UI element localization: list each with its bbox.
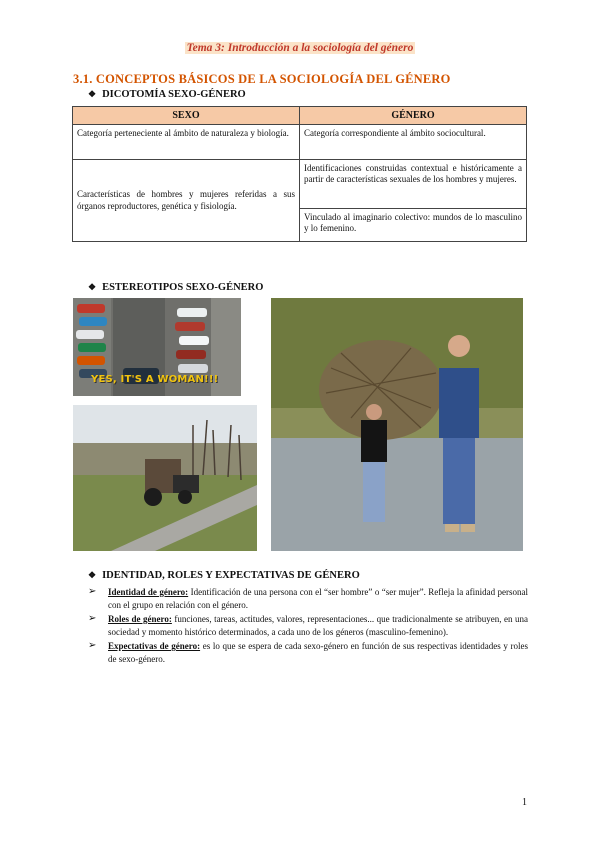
topic-header <box>0 38 600 56</box>
definition-item-identidad <box>88 586 528 612</box>
definitions-list <box>88 586 528 667</box>
definition-text: funciones, tareas, actitudes, valores, representaciones... que tradicionalmente se atribuyen, en una sociedad y momento histórico determinados, a cada uno de los géneros (masculino-femenino). <box>108 614 528 638</box>
genero-cell-3: Vinculado al imaginario colectivo: mundos de lo masculino y lo femenino. <box>300 209 527 242</box>
diamond-bullet-icon: ❖ <box>88 282 97 292</box>
arrow-bullet-icon: ➢ <box>88 586 97 597</box>
cart-road-image <box>73 405 257 551</box>
definition-term: Expectativas de género: <box>108 641 201 652</box>
table-header-genero: GÉNERO <box>300 107 527 125</box>
definition-item-expectativas <box>88 640 528 666</box>
diamond-bullet-icon: ❖ <box>88 570 97 580</box>
sexo-cell-2: Características de hombres y mujeres referidas a sus órganos reproductores, genética y fisiología. <box>73 160 300 242</box>
subsection-estereotipos <box>88 282 263 293</box>
definition-item-roles <box>88 613 528 639</box>
subsection-identidad-label: IDENTIDAD, ROLES Y EXPECTATIVAS DE GÉNERO <box>102 570 360 581</box>
genero-cell-1: Categoría correspondiente al ámbito sociocultural. <box>300 125 527 160</box>
definition-term: Identidad de género: <box>108 587 189 597</box>
definition-text: Identificación de una persona con el “ser hombre” o “ser mujer”. Refleja la afinidad personal con el grupo en relación con el género. <box>108 587 528 611</box>
arrow-bullet-icon: ➢ <box>88 640 97 652</box>
subsection-dicotomia <box>88 89 246 100</box>
parking-caption: YES, IT'S A WOMAN!!! <box>91 374 219 385</box>
definition-text: es lo que se espera de cada sexo-género en función de sus respectivas identidades y roles de sexo-género. <box>108 641 528 665</box>
page-number: 1 <box>522 797 527 808</box>
table-header-sexo: SEXO <box>73 107 300 125</box>
definition-term: Roles de género: <box>108 614 172 625</box>
subsection-identidad <box>88 570 360 581</box>
sexo-cell-1: Categoría perteneciente al ámbito de naturaleza y biología. <box>73 125 300 160</box>
section-title: 3.1. CONCEPTOS BÁSICOS DE LA SOCIOLOGÍA DEL GÉNERO <box>73 72 451 86</box>
subsection-dicotomia-label: DICOTOMÍA SEXO-GÉNERO <box>102 89 246 100</box>
parking-lot-image <box>73 298 241 396</box>
sex-gender-table <box>72 106 527 242</box>
woman-carrying-branches-image <box>271 298 523 551</box>
diamond-bullet-icon: ❖ <box>88 89 97 99</box>
topic-title: Tema 3: Introducción a la sociología del género <box>186 42 414 54</box>
subsection-estereotipos-label: ESTEREOTIPOS SEXO-GÉNERO <box>102 282 264 293</box>
arrow-bullet-icon: ➢ <box>88 613 97 625</box>
genero-cell-2: Identificaciones construidas contextual e históricamente a partir de características sexuales de los hombres y mujeres. <box>300 160 527 209</box>
